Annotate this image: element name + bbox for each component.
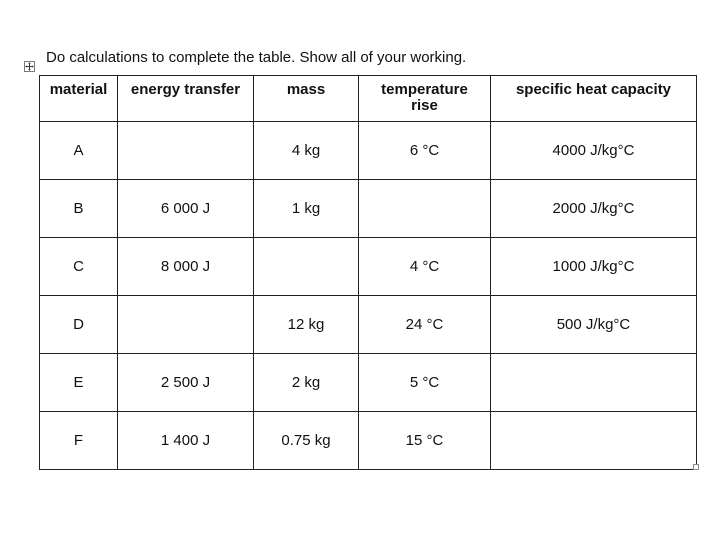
heat-capacity-table xyxy=(39,75,697,470)
cell-material: C xyxy=(40,238,118,296)
cell-energy-transfer[interactable] xyxy=(118,122,254,180)
cell-specific-heat-capacity: 500 J/kg°C xyxy=(491,296,697,354)
cell-specific-heat-capacity: 1000 J/kg°C xyxy=(491,238,697,296)
cell-mass: 4 kg xyxy=(254,122,359,180)
cell-energy-transfer: 2 500 J xyxy=(118,354,254,412)
table-row xyxy=(40,412,697,470)
cell-temperature-rise: 6 °C xyxy=(359,122,491,180)
header-mass: mass xyxy=(254,76,359,122)
header-temperature-rise xyxy=(359,76,491,122)
instruction-text: Do calculations to complete the table. Show all of your working. xyxy=(46,49,467,66)
cell-specific-heat-capacity[interactable] xyxy=(491,354,697,412)
cell-mass[interactable] xyxy=(254,238,359,296)
table-move-handle-icon[interactable] xyxy=(24,61,35,72)
table-row xyxy=(40,296,697,354)
table-row xyxy=(40,238,697,296)
cell-material: F xyxy=(40,412,118,470)
cell-temperature-rise: 24 °C xyxy=(359,296,491,354)
cell-mass: 0.75 kg xyxy=(254,412,359,470)
table-row xyxy=(40,122,697,180)
table-resize-handle-icon[interactable] xyxy=(693,464,699,470)
cell-temperature-rise[interactable] xyxy=(359,180,491,238)
cell-energy-transfer: 6 000 J xyxy=(118,180,254,238)
cell-specific-heat-capacity: 2000 J/kg°C xyxy=(491,180,697,238)
header-specific-heat-capacity: specific heat capacity xyxy=(491,76,697,122)
table-row xyxy=(40,180,697,238)
cell-material: D xyxy=(40,296,118,354)
header-temperature-rise-text: temperature rise xyxy=(381,81,468,114)
cell-mass: 12 kg xyxy=(254,296,359,354)
table-row xyxy=(40,354,697,412)
cell-temperature-rise: 5 °C xyxy=(359,354,491,412)
cell-temperature-rise: 4 °C xyxy=(359,238,491,296)
header-material: material xyxy=(40,76,118,122)
cell-mass: 2 kg xyxy=(254,354,359,412)
header-row xyxy=(40,76,697,122)
cell-material: A xyxy=(40,122,118,180)
cell-energy-transfer[interactable] xyxy=(118,296,254,354)
cell-mass: 1 kg xyxy=(254,180,359,238)
cell-specific-heat-capacity: 4000 J/kg°C xyxy=(491,122,697,180)
header-energy-transfer: energy transfer xyxy=(118,76,254,122)
cell-material: B xyxy=(40,180,118,238)
cell-energy-transfer: 1 400 J xyxy=(118,412,254,470)
cell-material: E xyxy=(40,354,118,412)
cell-temperature-rise: 15 °C xyxy=(359,412,491,470)
cell-energy-transfer: 8 000 J xyxy=(118,238,254,296)
cell-specific-heat-capacity[interactable] xyxy=(491,412,697,470)
